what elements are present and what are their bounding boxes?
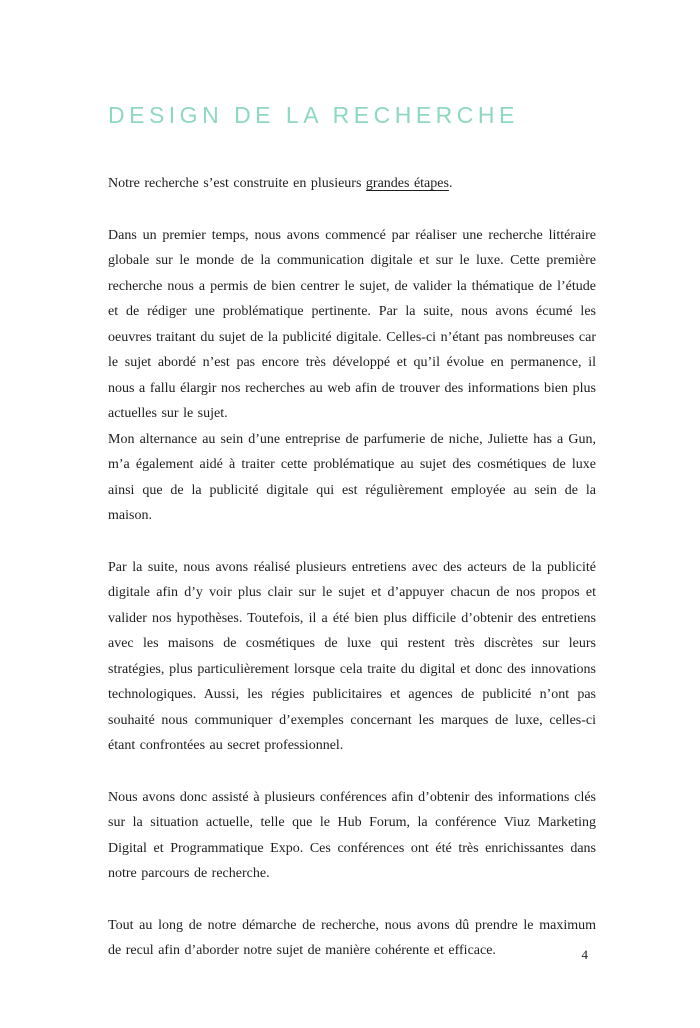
paragraph-conclusion: Tout au long de notre démarche de recherche, nous avons dû prendre le maximum de recul afin d’aborder notre sujet de manière cohérente et efficace. <box>108 917 596 958</box>
intro-paragraph <box>108 171 596 197</box>
intro-underlined-phrase: grandes étapes <box>365 176 449 191</box>
paragraph-conferences: Nous avons donc assisté à plusieurs conférences afin d’obtenir des informations clés sur la situation actuelle, telle que le Hub Forum, la conférence Viuz Marketing Digital et Programmatique Expo. Ces conférences ont été très enrichissantes dans notre parcours de recherche. <box>108 789 596 881</box>
intro-period: . <box>448 176 453 191</box>
page-number: 4 <box>581 947 588 962</box>
paragraph-alternance: Mon alternance au sein d’une entreprise de parfumerie de niche, Juliette has a Gun, m’a également aidé à traiter cette problématique au sujet des cosmétiques de luxe ainsi que de la publicité digitale qui est régulièrement employée au sein de la maison. <box>108 431 596 523</box>
page-title: DESIGN DE LA RECHERCHE <box>108 102 519 128</box>
paragraph-interviews: Par la suite, nous avons réalisé plusieurs entretiens avec des acteurs de la publicité digitale afin d’y voir plus clair sur le sujet et d’appuyer chacun de nos propos et valider nos hypothèses. Toutefois, il a été bien plus difficile d’obtenir des entretiens avec les maisons de cosmétiques de luxe qui restent très discrètes sur leurs stratégies, plus particulièrement lorsque cela traite du digital et donc des innovations technologiques. Aussi, les régies publicitaires et agences de publicité n’ont pas souhaité nous communiquer d’exemples concernant les marques de luxe, celles-ci étant confrontées au secret professionnel. <box>108 559 596 753</box>
intro-text: Notre recherche s’est construite en plusieurs <box>108 176 366 191</box>
page-content <box>108 101 596 990</box>
paragraph-literature-research: Dans un premier temps, nous avons commencé par réaliser une recherche littéraire globale sur le monde de la communication digitale et sur le luxe. Cette première recherche nous a permis de bien centrer le sujet, de valider la thématique de l’étude et de rédiger une problématique pertinente. Par la suite, nous avons écumé les oeuvres traitant du sujet de la publicité digitale. Celles-ci n’étant pas nombreuses car le sujet abordé n’est pas encore très développé et qu’il évolue en permanence, il nous a fallu élargir nos recherches au web afin de trouver des informations bien plus actuelles sur le sujet. <box>108 227 596 421</box>
